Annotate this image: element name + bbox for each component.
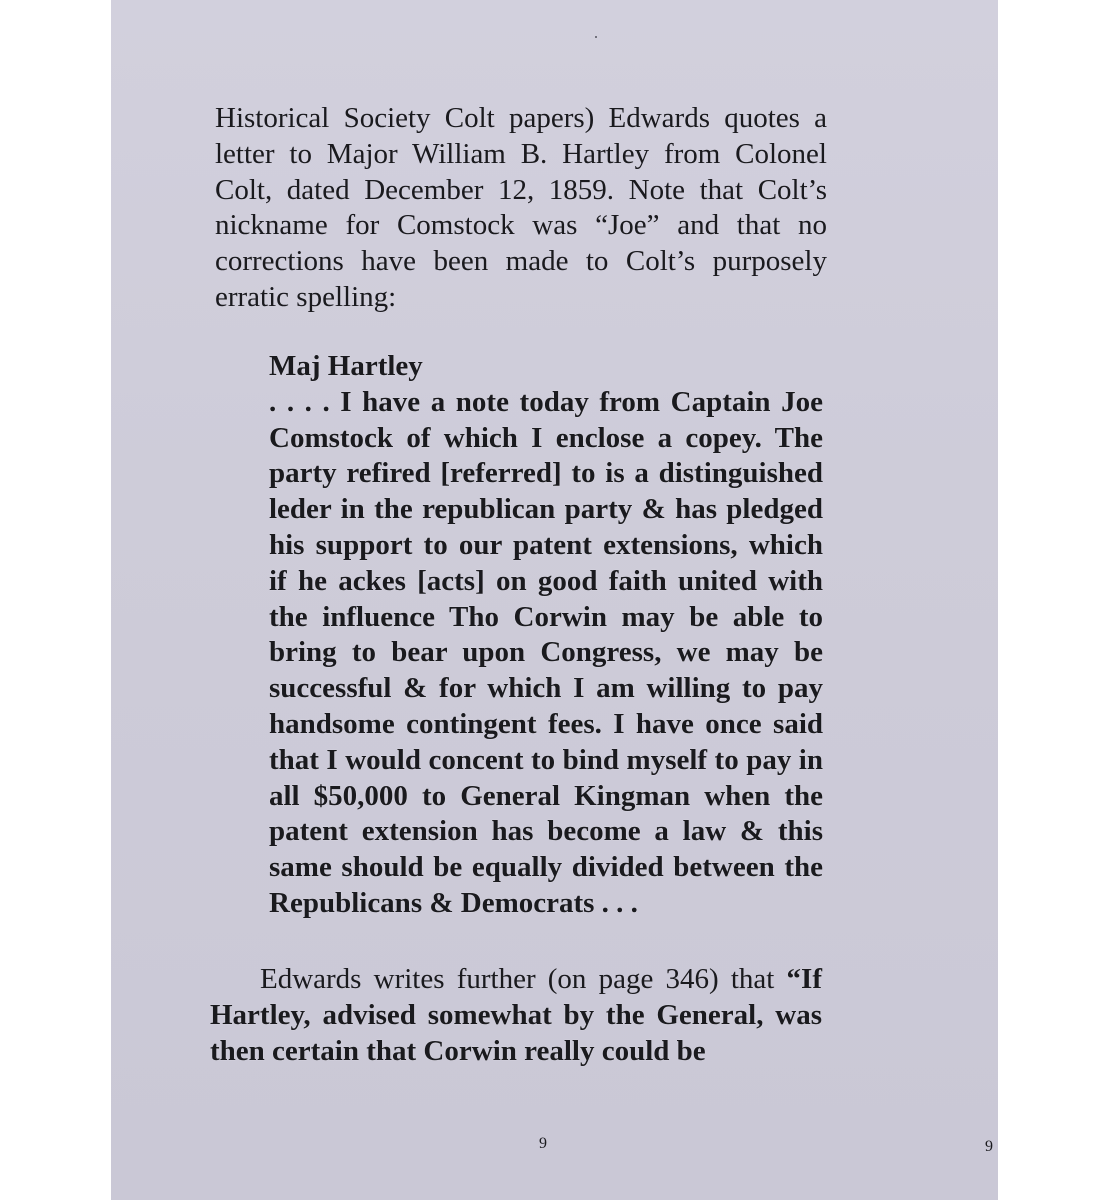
outro-paragraph [210,962,822,1069]
outro-lead-text: Edwards writes further (on page 346) that [260,963,787,995]
scan-speck [595,36,597,38]
block-quote [269,349,823,922]
document-page [111,0,998,1200]
outro-bold-quote: “If Hartley, advised somewhat by the General, was then certain that Corwin really could be [210,963,822,1067]
quote-body: . . . . I have a note today from Captain Joe Comstock of which I enclose a copey. The party refired [referred] to is a distinguished leder in the republican party & has pledged his support to our patent extensions, which if he ackes [acts] on good faith united with the influence Tho Corwin may be able to bring to bear upon Congress, we may be successful & for which I am willing to pay handsome contingent fees. I have once said that I would concent to bind myself to pay in all $50,000 to General Kingman when the patent extension has become a law & this same should be equally divided between the Republicans & Democrats . . . [269,385,823,919]
intro-paragraph: Historical Society Colt papers) Edwards quotes a letter to Major William B. Hartley from Colonel Colt, dated December 12, 1859. Note that Colt’s nickname for Comstock was “Joe” and that no corrections have been made to Colt’s purposely erratic spelling: [215,102,827,313]
page-number-center: 9 [539,1135,547,1152]
page-number-corner: 9 [985,1138,993,1155]
quote-salutation: Maj Hartley [269,350,423,382]
